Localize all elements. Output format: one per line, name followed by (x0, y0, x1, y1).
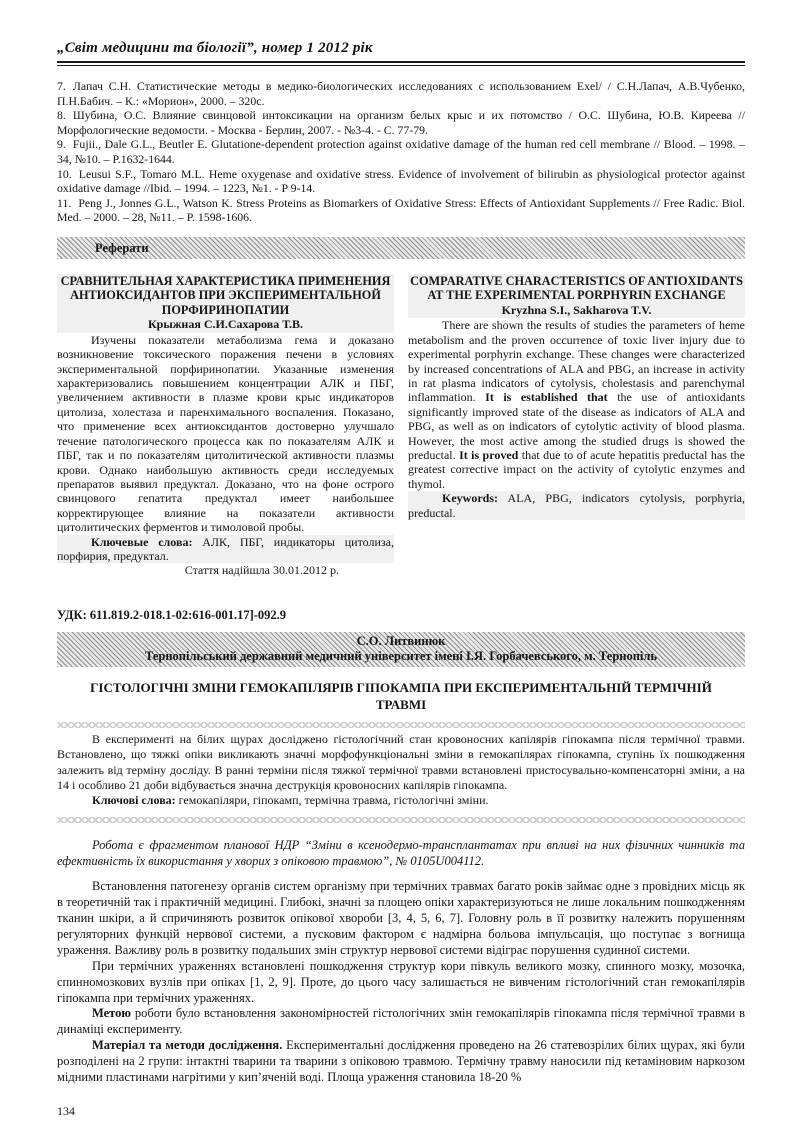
abstract-en-body-part: the use of antioxidants significantly improved state of the disease as indicators of ALA and PBG, as well as on indicators of cytolytic activity of blood plasma. However, the most active among the studied drugs is showed the preductal. (408, 390, 746, 462)
keywords-text: АЛК, ПБГ, индикаторы цитолиза, порфирия, предуктал. (57, 534, 394, 563)
reference-item (57, 79, 745, 108)
abstracts-columns (57, 274, 745, 578)
reference-item (57, 137, 745, 166)
keywords-text: ALA, PBG, indicators cytolysis, porphyria, preductal. (408, 491, 745, 520)
abstract-ru-column (57, 274, 394, 578)
page-number: 134 (57, 1103, 75, 1118)
article-abstract-keywords (57, 793, 745, 808)
keywords-label: Ключевые слова: (91, 534, 193, 549)
article-affiliation: Тернопільський державний медичний університет імені І.Я. Горбачевського, м. Тернопіль (144, 648, 658, 663)
abstract-en-authors: Kryzhna S.I., Sakharova T.V. (408, 303, 745, 318)
author-affiliation-band (57, 632, 745, 667)
abstract-en-body-bold: It is proved (459, 448, 519, 462)
abstract-en-body-part: that due to of acute hepatitis preductal has the greatest corrective impact on the activity of cytolytic enzymes and thymol. (408, 448, 745, 491)
reference-text: Fujii., Dale G.L., Beutler E. Glutatione-dependent protection against oxidative damage of the human red cell membrane // Blood. – 1998. – 34, №10. – P.1632-1644. (57, 137, 745, 166)
paragraph-lead-bold: Метою (92, 1006, 131, 1021)
abstract-en-body-bold: It is established that (485, 390, 608, 405)
reference-text: Лапач С.Н. Статистические методы в медико-биологических исследованиях с использованием Exel/ / С.Н.Лапач, А.В.Чубенко, П.Н.Бабич. – К.: «Морион», 2000. – 320с. (57, 79, 745, 108)
abstract-en-body-part: There are shown the results of studies the parameters of heme metabolism and the proven occurrence of toxic liver injury due to experimental porphyrin exchange. These changes were characterized by increased concentrations of ALA and PBG, an increase in activity in rat plasma indicators of cytolysis, cholestasis and parenchymal inflammation. (408, 318, 745, 405)
article-author: С.О. Литвинюк (356, 633, 446, 648)
paragraph-lead-bold: Матеріал та методи дослідження. (92, 1038, 283, 1053)
reference-number: 7. (57, 79, 66, 93)
reference-text: Leusui S.F., Tomaro M.L. Heme oxygenase and oxidative stress. Evidence of involvement of bilirubin as physiological protector against oxidative damage //Ibid. – 1994. – 1223, №1. - P 9-14. (57, 166, 745, 196)
article-abstract-body: В експерименті на білих щурах досліджено гістологічний стан кровоносних капілярів гіпокампа після термічної травми. Встановлено, що тяжкі опіки викликають значні морфофункціональні зміни в гемокапілярах гіпокампа, ступінь їх пошкодження залежить від терміну досліду. В ранні терміни після тяжкої термічної травми встановлені пристосувально-компенсаторні зміни, а на 14 і особливо 21 доби відбувається значна деструкція кровоносних капілярів гіпокампа. (57, 731, 745, 792)
body-paragraph-2: При термічних ураженнях встановлені пошкодження структур кори півкуль великого мозку, спинного мозку, мозочка, спинномозкових вузлів при опіках [1, 2, 9]. Проте, до цього часу залишається не вивченим гістологічний стан гемокапілярів гіпокампа при термічних ураженнях. (57, 958, 745, 1005)
journal-header: „Світ медицини та біології”, номер 1 2012 рік (57, 40, 373, 56)
paragraph-text: роботи було встановлення закономірностей гістологічних змін гемокапілярів гіпокампа після термічної травми в динаміці експерименту. (57, 1006, 745, 1037)
reference-item (57, 167, 745, 196)
reference-number: 10. (57, 166, 72, 181)
keywords-label: Keywords: (442, 491, 498, 506)
reference-item (57, 108, 745, 137)
body-paragraph-4 (57, 1038, 745, 1086)
article-title: ГІСТОЛОГІЧНІ ЗМІНИ ГЕМОКАПІЛЯРІВ ГІПОКАМПА ПРИ ЕКСПЕРИМЕНТАЛЬНІЙ ТЕРМІЧНІЙ ТРАВМІ (90, 679, 712, 713)
paragraph-text: Експериментальні дослідження проведено на 26 статевозрілих білих щурах, які були розподілені на 2 групи: інтактні тварини та тварини з опіковою травмою. Термічну травму наносили під кетаміновим наркозом мідними пластинами нагрітими у кип’яченій воді. Площа ураження становила 18-20 % (57, 1038, 745, 1085)
reference-number: 9. (57, 137, 66, 152)
abstract-ru-title: СРАВНИТЕЛЬНАЯ ХАРАКТЕРИСТИКА ПРИМЕНЕНИЯ АНТИОКСИДАНТОВ ПРИ ЭКСПЕРИМЕНТАЛЬНОЙ ПОРФИРИНОПАТИИ (57, 274, 394, 318)
squiggle-divider-top (57, 722, 745, 728)
abstract-en-body (408, 318, 745, 491)
body-paragraph-1: Встановлення патогенезу органів систем організму при термічних травмах багато років займає одне з провідних місць як в теоретичній так і практичній медицині. Глибокі, значні за площею опіки характеризуються не лише локальним пошкодженням тканин шкіри, а й спричиняють розвиток опікової хвороби [3, 4, 5, 6, 7]. Головну роль в її розвитку належить порушенням регуляторних функцій нервової системи, а пусковим фактором є надмірна больова імпульсація, що поступає з вогнища ураження. Важливу роль в розвитку подальших змін структур нервової системи відіграє порушення судинної системи. (57, 879, 745, 957)
keywords-label: Ключові слова: (92, 793, 176, 808)
references-section (57, 79, 745, 225)
received-date: Стаття надійшла 30.01.2012 р. (184, 563, 339, 578)
reference-item (57, 196, 745, 225)
squiggle-divider-bottom (57, 817, 745, 823)
body-paragraph-3 (57, 1006, 745, 1038)
reference-text: Peng J., Jonnes G.L., Watson K. Stress Proteins as Biomarkers of Oxidative Stress: Effects of Antioxidant Supplements // Free Radic. Biol. Med. – 2000. – 28, №11. – P. 1598-1606. (57, 195, 745, 225)
reference-number: 11. (57, 195, 72, 210)
udk-line: УДК: 611.819.2-018.1-02:616-001.17]-092.9 (57, 607, 287, 622)
keywords-text: гемокапіляри, гіпокамп, термічна травма, гістологічні зміни. (175, 793, 489, 808)
abstract-en-column (408, 274, 745, 578)
header-divider (57, 61, 745, 66)
abstract-ru-body: Изучены показатели метаболизма гема и доказано возникновение токсического поражения печени в условиях экспериментальной порфиринопатии. Указанные изменения характеризовались повышением концентрации АЛК и ПБГ, увеличением активности в плазме крови крыс индикаторов цитолиза, холестаза и паренхимального воспаления. Показано, что применение всех антиоксидантов достоверно улучшало течение патологического процесса как по показателям АЛК и ПБГ, так и по показателям цитолитической активности плазмы крови. Однако наибольшую активность среди исследуемых препаратов выявил предуктал. Доказано, что на фоне острого свинцового гепатита предуктал имеет наибольшее корректирующее влияние на показатели активности цитолитических ферментов и тимоловой пробы. (57, 332, 394, 535)
abstract-en-keywords (408, 491, 745, 520)
article-abstract (57, 732, 745, 809)
abstract-en-title: COMPARATIVE CHARACTERISTICS OF ANTIOXIDANTS AT THE EXPERIMENTAL PORPHYRIN EXCHANGE (408, 274, 745, 303)
abstract-ru-authors: Крыжная С.И.Сахарова Т.В. (57, 317, 394, 332)
referaty-label: Реферати (95, 240, 149, 255)
reference-text: Шубина, О.С. Влияние свинцовой интоксикации на организм белых крыс и их потомство / О.С. Шубина, Ю.В. Киреева // Морфологические ведомости. - Москва - Берлин, 2007. - №3-4. - С. 77-79. (57, 108, 745, 137)
ndr-note: Робота є фрагментом планової НДР “Зміни в ксенодермо-трансплантатах при впливі на них фізичних чинників та ефективність їх використання у хворих з опіковою травмою”, № 0105U004112. (57, 837, 745, 868)
reference-number: 8. (57, 108, 66, 123)
article-body (57, 879, 745, 1086)
referaty-section-band (57, 237, 745, 259)
abstract-ru-keywords (57, 535, 394, 564)
